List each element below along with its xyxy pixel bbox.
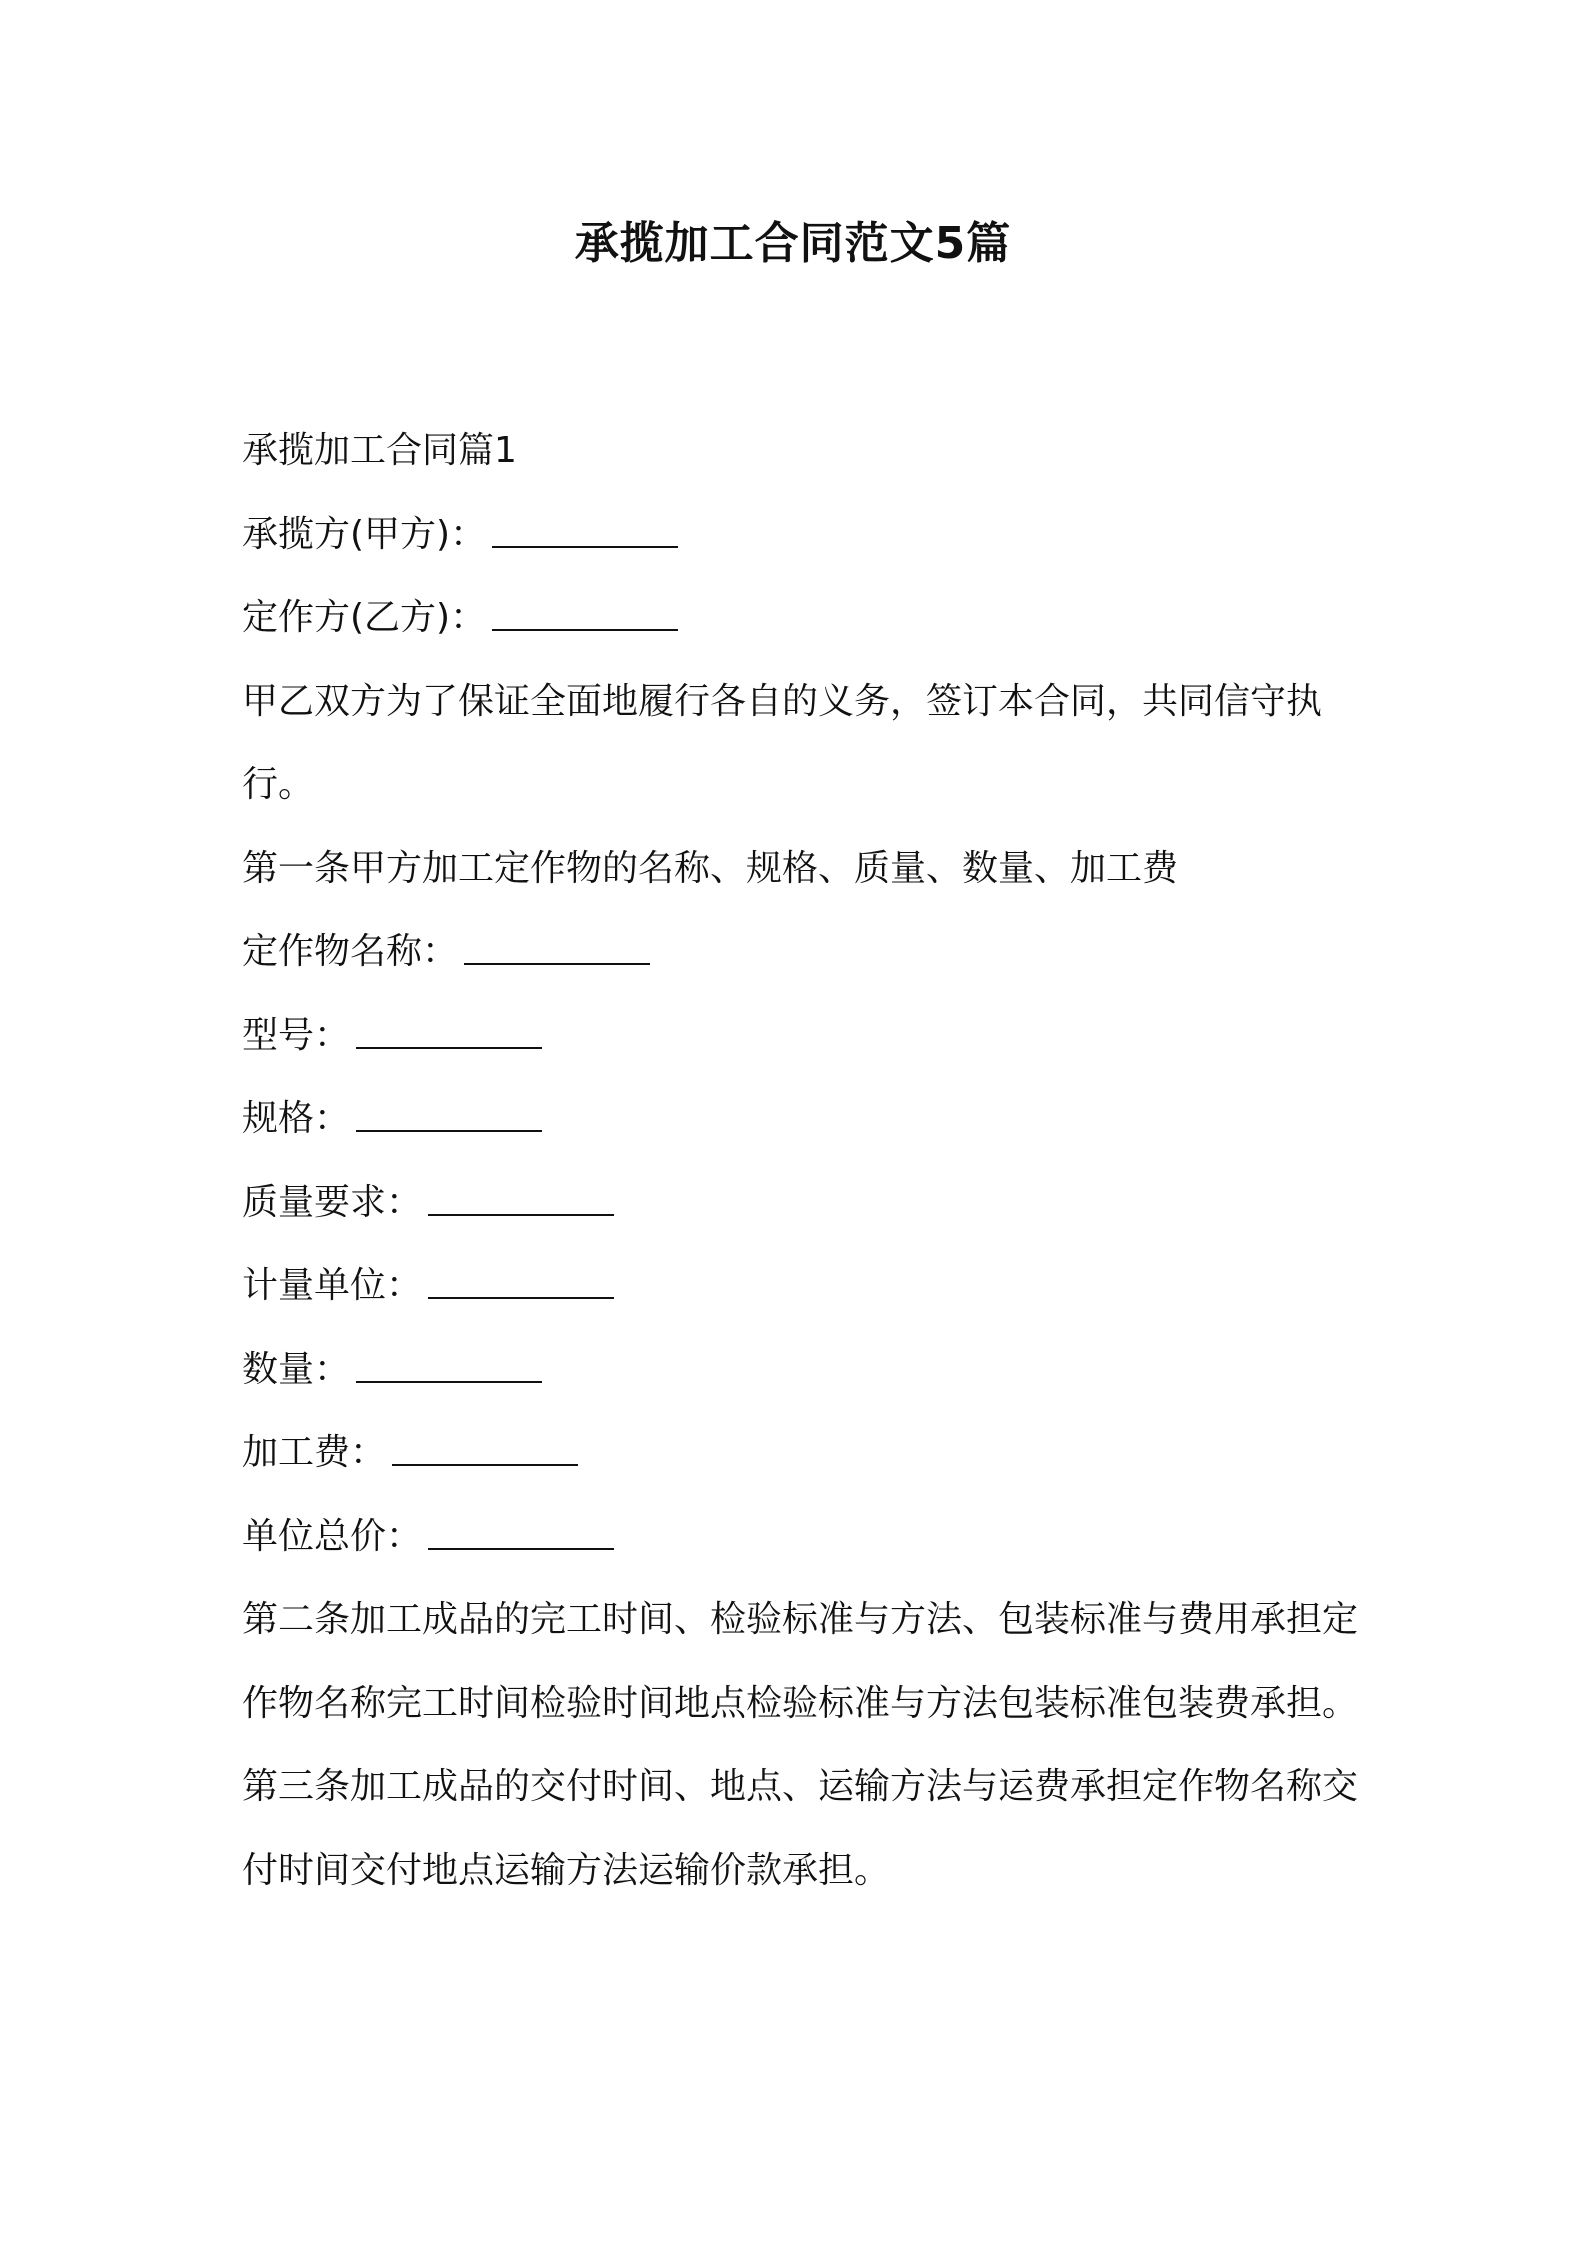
field-line xyxy=(242,1495,1362,1579)
article-1-heading: 第一条甲方加工定作物的名称、规格、质量、数量、加工费 xyxy=(242,847,1179,889)
field-blank xyxy=(356,1094,542,1132)
field-blank xyxy=(428,1178,614,1216)
article-3-paragraph: 第三条加工成品的交付时间、地点、运输方法与运费承担定作物名称交付时间交付地点运输方法运输价款承担。 xyxy=(242,1766,1359,1891)
field-label: 加工费： xyxy=(242,1432,387,1473)
field-line xyxy=(242,1328,1362,1412)
party-b-label: 定作方(乙方)： xyxy=(242,597,487,638)
field-blank xyxy=(392,1428,578,1466)
field-blank xyxy=(356,1011,542,1049)
section-heading: 承揽加工合同篇1 xyxy=(242,430,517,471)
field-line xyxy=(242,1077,1362,1161)
field-label: 型号： xyxy=(242,1014,351,1056)
intro-paragraph: 甲乙双方为了保证全面地履行各自的义务，签订本合同，共同信守执行。 xyxy=(242,680,1323,805)
field-line xyxy=(242,994,1362,1078)
party-a-label: 承揽方(甲方)： xyxy=(242,513,487,555)
party-a-blank xyxy=(492,510,678,548)
field-label: 定作物名称： xyxy=(242,931,459,972)
field-line xyxy=(242,1411,1362,1495)
article-2-paragraph: 第二条加工成品的完工时间、检验标准与方法、包装标准与费用承担定作物名称完工时间检验时间地点检验标准与方法包装标准包装费承担。 xyxy=(242,1599,1359,1724)
party-a-line xyxy=(242,493,1362,577)
field-blank xyxy=(428,1261,614,1299)
field-blank xyxy=(356,1345,542,1383)
party-b-line xyxy=(242,576,1362,660)
field-label: 数量： xyxy=(242,1348,351,1390)
field-label: 单位总价： xyxy=(242,1515,423,1557)
field-line xyxy=(242,1244,1362,1328)
document-title: 承揽加工合同范文5篇 xyxy=(574,218,1012,269)
field-line xyxy=(242,910,1362,994)
field-line xyxy=(242,1161,1362,1245)
field-blank xyxy=(428,1512,614,1550)
field-label: 质量要求： xyxy=(242,1181,423,1223)
field-blank xyxy=(464,927,650,965)
party-b-blank xyxy=(492,593,678,631)
document-body xyxy=(242,409,1362,1912)
field-label: 计量单位： xyxy=(242,1265,423,1306)
field-label: 规格： xyxy=(242,1098,351,1139)
